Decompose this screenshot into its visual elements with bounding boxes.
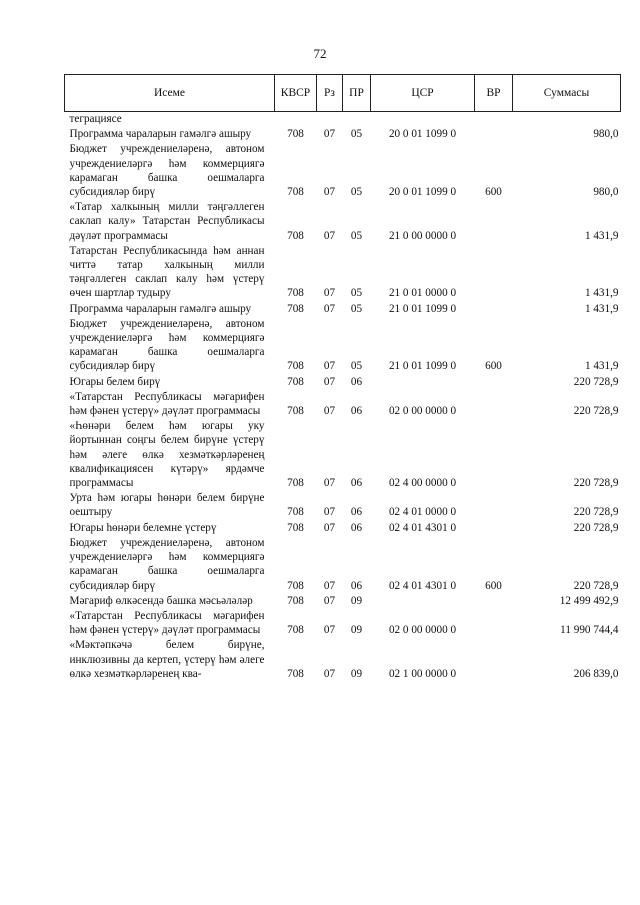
- row-amount: 1 431,9: [584, 287, 619, 300]
- row-pr: 09: [350, 624, 363, 637]
- row-pr: 05: [350, 302, 363, 315]
- row-rz: 07: [323, 477, 336, 490]
- row-amount: 1 431,9: [584, 229, 619, 242]
- row-vr: [475, 418, 513, 490]
- row-name: Бюджет учреждениеләренә, автоном учреждениеләргә һәм коммерциягә карамаган башка оешмаларга субсидияләр бирү: [69, 536, 265, 592]
- row-name: «Татарстан Республикасы мәгарифен һәм фәнен үстерү» дәүләт программасы: [69, 609, 265, 637]
- row-csr: 21 0 00 0000 0: [388, 229, 457, 242]
- row-kvsr: 708: [287, 405, 304, 418]
- table-row: [65, 199, 621, 243]
- row-kvsr: 708: [287, 506, 304, 519]
- row-kvsr: 708: [287, 128, 304, 141]
- row-name: Бюджет учреждениеләренә, автоном учреждениеләргә һәм коммерциягә карамаган башка оешмаларга субсидияләр бирү: [69, 143, 265, 199]
- row-amount: 11 990 744,4: [560, 624, 619, 637]
- row-name: Бюджет учреждениеләренә, автоном учреждениеләргә һәм коммерциягә карамаган башка оешмаларга субсидияләр бирү: [69, 317, 265, 373]
- row-pr: 05: [350, 229, 363, 242]
- row-amount: 1 431,9: [584, 360, 619, 373]
- table-row: [65, 126, 621, 141]
- row-rz: 07: [323, 375, 336, 388]
- row-kvsr: 708: [287, 667, 304, 680]
- table-row: [65, 520, 621, 535]
- table-row: [65, 637, 621, 681]
- header-pr: ПР: [343, 75, 371, 112]
- row-csr: 02 4 01 4301 0: [388, 579, 457, 592]
- row-amount: 220 728,9: [573, 579, 619, 592]
- row-amount: 1 431,9: [584, 302, 619, 315]
- row-rz: 07: [323, 229, 336, 242]
- row-pr: [343, 112, 371, 127]
- row-rz: 07: [323, 594, 336, 607]
- row-rz: 07: [323, 579, 336, 592]
- row-vr: 600: [485, 579, 502, 592]
- budget-table: [64, 74, 621, 681]
- header-name: Исеме: [65, 75, 275, 112]
- row-rz: 07: [323, 405, 336, 418]
- row-csr: 02 4 01 0000 0: [388, 506, 457, 519]
- row-vr: [475, 608, 513, 637]
- table-row: [65, 490, 621, 519]
- row-vr: [475, 490, 513, 519]
- row-vr: 600: [485, 186, 502, 199]
- row-vr: [475, 593, 513, 608]
- row-name: Программа чараларын гамәлгә ашыру: [69, 128, 252, 141]
- row-csr: 02 4 01 4301 0: [388, 521, 457, 534]
- row-kvsr: 708: [287, 594, 304, 607]
- row-kvsr: 708: [287, 287, 304, 300]
- table-row: [65, 243, 621, 301]
- row-amount: 980,0: [593, 186, 619, 199]
- row-amount: 220 728,9: [573, 405, 619, 418]
- row-csr: 02 1 00 0000 0: [388, 667, 457, 680]
- table-row: [65, 418, 621, 490]
- row-rz: [317, 112, 343, 127]
- row-kvsr: 708: [287, 229, 304, 242]
- row-name: Югары һөнәри белемне үстерү: [69, 521, 217, 534]
- row-rz: 07: [323, 186, 336, 199]
- row-kvsr: 708: [287, 302, 304, 315]
- row-vr: [475, 112, 513, 127]
- row-vr: [475, 301, 513, 316]
- row-pr: 06: [350, 579, 363, 592]
- row-csr: 21 0 01 1099 0: [388, 302, 457, 315]
- row-name: Урта һәм югары һөнәри белем бирүне оештыру: [69, 492, 265, 519]
- row-rz: 07: [323, 506, 336, 519]
- row-vr: 600: [485, 360, 502, 373]
- row-kvsr: 708: [287, 360, 304, 373]
- row-name: теграциясе: [69, 113, 122, 125]
- table-row: [65, 535, 621, 593]
- table-row: [65, 593, 621, 608]
- header-vr: ВР: [475, 75, 513, 112]
- row-kvsr: 708: [287, 375, 304, 388]
- row-pr: 06: [350, 521, 363, 534]
- row-amount: 220 728,9: [573, 375, 619, 388]
- row-csr: 02 0 00 0000 0: [388, 405, 457, 418]
- row-name: «Татарстан Республикасы мәгарифен һәм фәнен үстерү» дәүләт программасы: [69, 390, 265, 418]
- row-kvsr: 708: [287, 624, 304, 637]
- row-amount: 220 728,9: [573, 506, 619, 519]
- row-csr: [371, 374, 475, 389]
- row-pr: 05: [350, 128, 363, 141]
- row-csr: 02 4 00 0000 0: [388, 477, 457, 490]
- row-amount: 220 728,9: [573, 477, 619, 490]
- row-vr: [475, 199, 513, 243]
- row-vr: [475, 243, 513, 301]
- table-row: [65, 316, 621, 374]
- row-pr: 06: [350, 405, 363, 418]
- row-vr: [475, 126, 513, 141]
- row-rz: 07: [323, 287, 336, 300]
- table-row: [65, 141, 621, 199]
- row-pr: 06: [350, 375, 363, 388]
- table-row: [65, 301, 621, 316]
- row-amount: 980,0: [593, 128, 619, 141]
- header-amount: Суммасы: [513, 75, 621, 112]
- row-csr: 20 0 01 1099 0: [388, 128, 457, 141]
- header-csr: ЦСР: [371, 75, 475, 112]
- row-name: Татарстан Республикасында һәм аннан читтә татар халкының милли тәңгәллеген саклап калу һәм үстерү өчен шартлар тудыру: [69, 244, 265, 300]
- row-csr: 20 0 01 1099 0: [388, 186, 457, 199]
- table-row: [65, 112, 621, 127]
- row-vr: [475, 637, 513, 681]
- row-pr: 06: [350, 506, 363, 519]
- row-rz: 07: [323, 624, 336, 637]
- row-pr: 06: [350, 477, 363, 490]
- header-kvsr: КВСР: [275, 75, 317, 112]
- row-vr: [475, 389, 513, 418]
- row-kvsr: 708: [287, 521, 304, 534]
- row-name: «Һөнәри белем һәм югары уку йортыннан соңгы белем бирүне үстерү һәм әлеге өлкә хезмәткәрләренең квалификациясен күтәрү» ярдәмче программасы: [69, 420, 265, 490]
- row-name: Мәгариф өлкәсендә башка мәсьәләләр: [69, 594, 253, 607]
- row-kvsr: 708: [287, 477, 304, 490]
- row-rz: 07: [323, 360, 336, 373]
- row-pr: 09: [350, 594, 363, 607]
- row-csr: [371, 593, 475, 608]
- row-pr: 05: [350, 186, 363, 199]
- row-rz: 07: [323, 521, 336, 534]
- row-rz: 07: [323, 667, 336, 680]
- row-name: «Татар халкының милли тәңгәллеген саклап калу» Татарстан Республикасы дәүләт программасы: [69, 201, 265, 242]
- row-csr: 21 0 01 0000 0: [388, 287, 457, 300]
- row-csr: 21 0 01 1099 0: [388, 360, 457, 373]
- header-rz: Рз: [317, 75, 343, 112]
- row-rz: 07: [323, 302, 336, 315]
- row-kvsr: 708: [287, 186, 304, 199]
- table-header-row: [65, 75, 621, 112]
- row-amount: 12 499 492,9: [559, 594, 619, 607]
- row-vr: [475, 520, 513, 535]
- row-name: «Мәктәпкәчә белем бирүне, инклюзивны да кертеп, үстерү һәм әлеге өлкә хезмәткәрләренең ква-: [69, 639, 265, 680]
- row-amount: 220 728,9: [573, 521, 619, 534]
- row-amount: [513, 112, 621, 127]
- row-pr: 09: [350, 667, 363, 680]
- row-vr: [475, 374, 513, 389]
- row-csr: [371, 112, 475, 127]
- row-name: Югары белем бирү: [69, 375, 161, 388]
- table-row: [65, 608, 621, 637]
- row-csr: 02 0 00 0000 0: [388, 624, 457, 637]
- page-number: 72: [313, 46, 327, 61]
- row-kvsr: [275, 112, 317, 127]
- row-rz: 07: [323, 128, 336, 141]
- row-pr: 05: [350, 360, 363, 373]
- row-kvsr: 708: [287, 579, 304, 592]
- row-pr: 05: [350, 287, 363, 300]
- row-name: Программа чараларын гамәлгә ашыру: [69, 302, 252, 315]
- table-row: [65, 374, 621, 389]
- row-amount: 206 839,0: [573, 667, 619, 680]
- table-row: [65, 389, 621, 418]
